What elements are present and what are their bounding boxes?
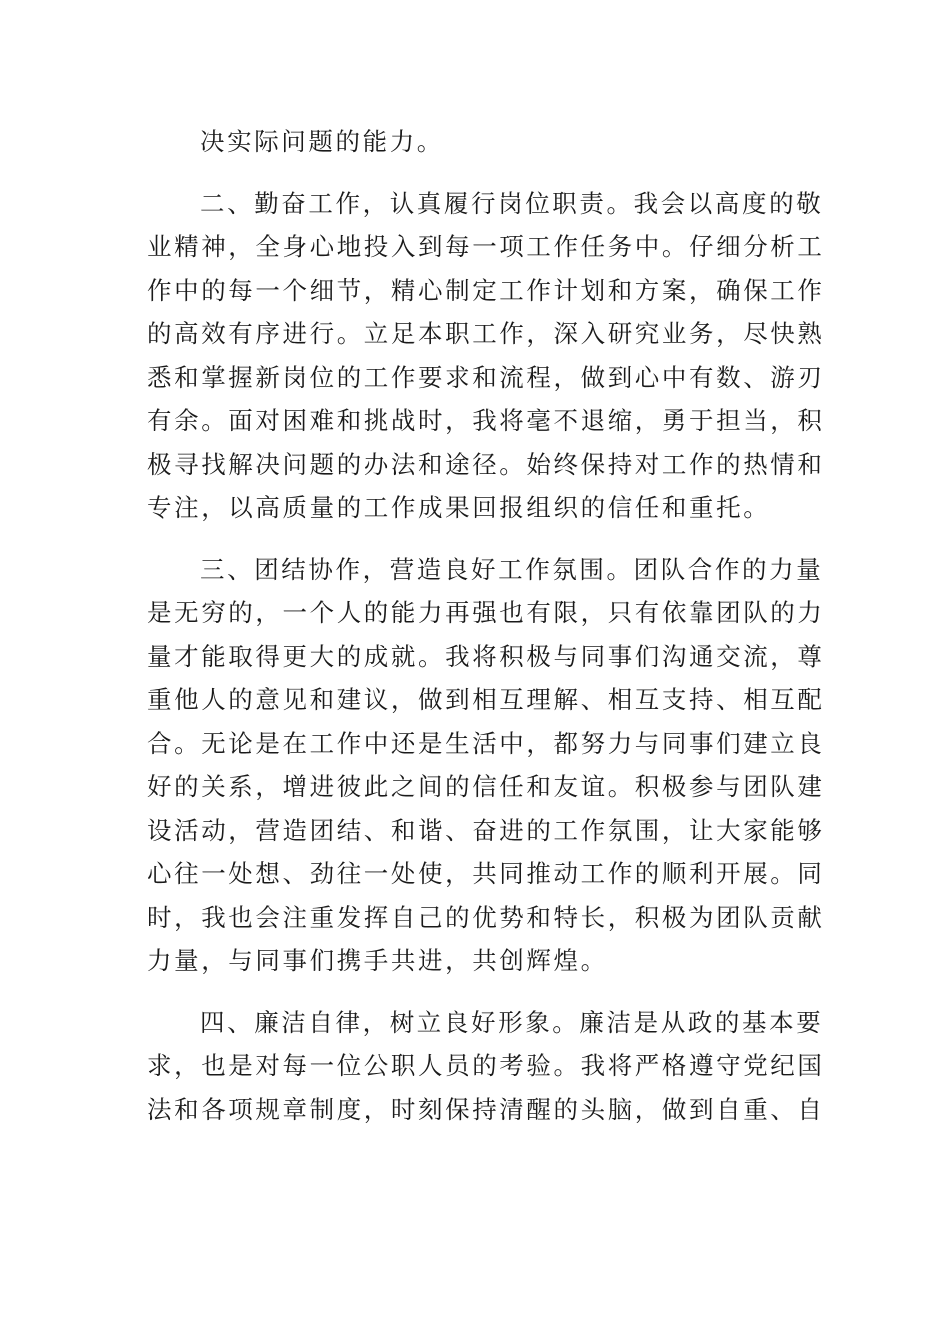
text-line: 设活动，营造团结、和谐、奋进的工作氛围，让大家能够 [147, 815, 825, 845]
text-line: 二、勤奋工作，认真履行岗位职责。我会以高度的敬 [200, 188, 824, 218]
text-line: 量才能取得更大的成就。我将积极与同事们沟通交流，尊 [147, 641, 825, 671]
text-line: 的高效有序进行。立足本职工作，深入研究业务，尽快熟 [147, 319, 825, 348]
text-line: 求，也是对每一位公职人员的考验。我将严格遵守党纪国 [147, 1051, 825, 1080]
text-line: 法和各项规章制度，时刻保持清醒的头脑，做到自重、自 [147, 1094, 825, 1124]
text-line: 三、团结协作，营造良好工作氛围。团队合作的力量 [200, 554, 824, 584]
text-line: 决实际问题的能力。 [200, 127, 444, 156]
text-line: 极寻找解决问题的办法和途径。始终保持对工作的热情和 [147, 449, 825, 479]
text-line: 悉和掌握新岗位的工作要求和流程，做到心中有数、游刃 [147, 362, 825, 392]
text-line: 是无穷的，一个人的能力再强也有限，只有依靠团队的力 [147, 598, 825, 627]
text-line: 好的关系，增进彼此之间的信任和友谊。积极参与团队建 [147, 772, 825, 801]
paragraph-section-3 [147, 548, 825, 983]
text-line: 重他人的意见和建议，做到相互理解、相互支持、相互配 [147, 685, 825, 714]
text-line: 时，我也会注重发挥自己的优势和特长，积极为团队贡献 [147, 902, 825, 932]
text-line: 有余。面对困难和挑战时，我将毫不退缩，勇于担当，积 [147, 406, 825, 435]
text-line: 合。无论是在工作中还是生活中，都努力与同事们建立良 [147, 728, 825, 758]
paragraph-continuation [147, 120, 787, 164]
text-line: 专注，以高质量的工作成果回报组织的信任和重托。 [147, 493, 771, 522]
text-line: 作中的每一个细节，精心制定工作计划和方案，确保工作 [147, 275, 825, 305]
text-line: 心往一处想、劲往一处使，共同推动工作的顺利开展。同 [147, 859, 825, 888]
document-body [147, 120, 825, 1149]
text-line: 业精神，全身心地投入到每一项工作任务中。仔细分析工 [147, 232, 825, 261]
paragraph-section-4 [147, 1001, 825, 1132]
text-line: 力量，与同事们携手共进，共创辉煌。 [147, 946, 608, 975]
paragraph-section-2 [147, 182, 825, 530]
text-line: 四、廉洁自律，树立良好形象。廉洁是从政的基本要 [200, 1007, 824, 1037]
